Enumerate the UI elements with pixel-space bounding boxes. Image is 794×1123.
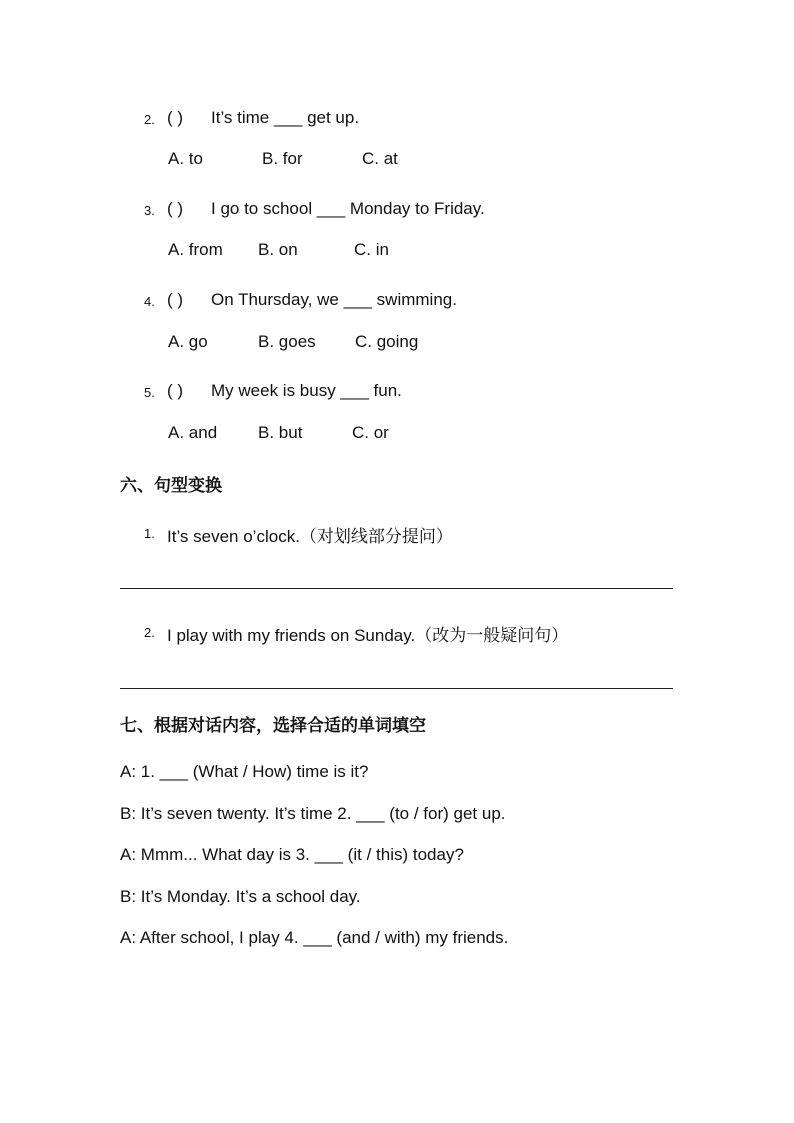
question-number: 5. [144,385,155,400]
question-number: 2. [144,625,155,640]
option-c: C. at [362,149,398,168]
option-c: C. in [354,240,389,259]
option-c: C. or [352,423,389,442]
answer-line[interactable] [120,688,673,689]
section-heading: 七、根据对话内容，选择合适的单词填空 [120,716,426,735]
dialogue-line: A: Mmm... What day is 3. ___ (it / this) today? [120,845,464,864]
dialogue-line: B: It’s Monday. It’s a school day. [120,887,361,906]
question-text: On Thursday, we ___ swimming. [211,290,457,309]
question-number: 4. [144,294,155,309]
answer-paren: ( ) [167,199,184,218]
question-text: My week is busy ___ fun. [211,381,402,400]
option-b: B. goes [258,332,316,351]
question-text: It’s time ___ get up. [211,108,360,127]
dialogue-line: A: 1. ___ (What / How) time is it? [120,762,369,781]
option-a: A. from [168,240,223,259]
question-text: It’s seven o’clock.（对划线部分提问） [167,527,453,546]
dialogue-line: B: It’s seven twenty. It’s time 2. ___ (to / for) get up. [120,804,506,823]
question-text: I go to school ___ Monday to Friday. [211,199,485,218]
option-b: B. but [258,423,303,442]
question-number: 3. [144,203,155,218]
question-text: I play with my friends on Sunday.（改为一般疑问句） [167,626,569,645]
answer-paren: ( ) [167,108,184,127]
answer-paren: ( ) [167,290,184,309]
question-number: 1. [144,526,155,541]
dialogue-line: A: After school, I play 4. ___ (and / with) my friends. [120,928,509,947]
option-a: A. to [168,149,203,168]
answer-paren: ( ) [167,381,184,400]
option-c: C. going [355,332,419,351]
option-b: B. for [262,149,303,168]
answer-line[interactable] [120,588,673,589]
option-a: A. and [168,423,218,442]
section-heading: 六、句型变换 [120,476,222,495]
option-b: B. on [258,240,298,259]
option-a: A. go [168,332,208,351]
question-number: 2. [144,112,155,127]
